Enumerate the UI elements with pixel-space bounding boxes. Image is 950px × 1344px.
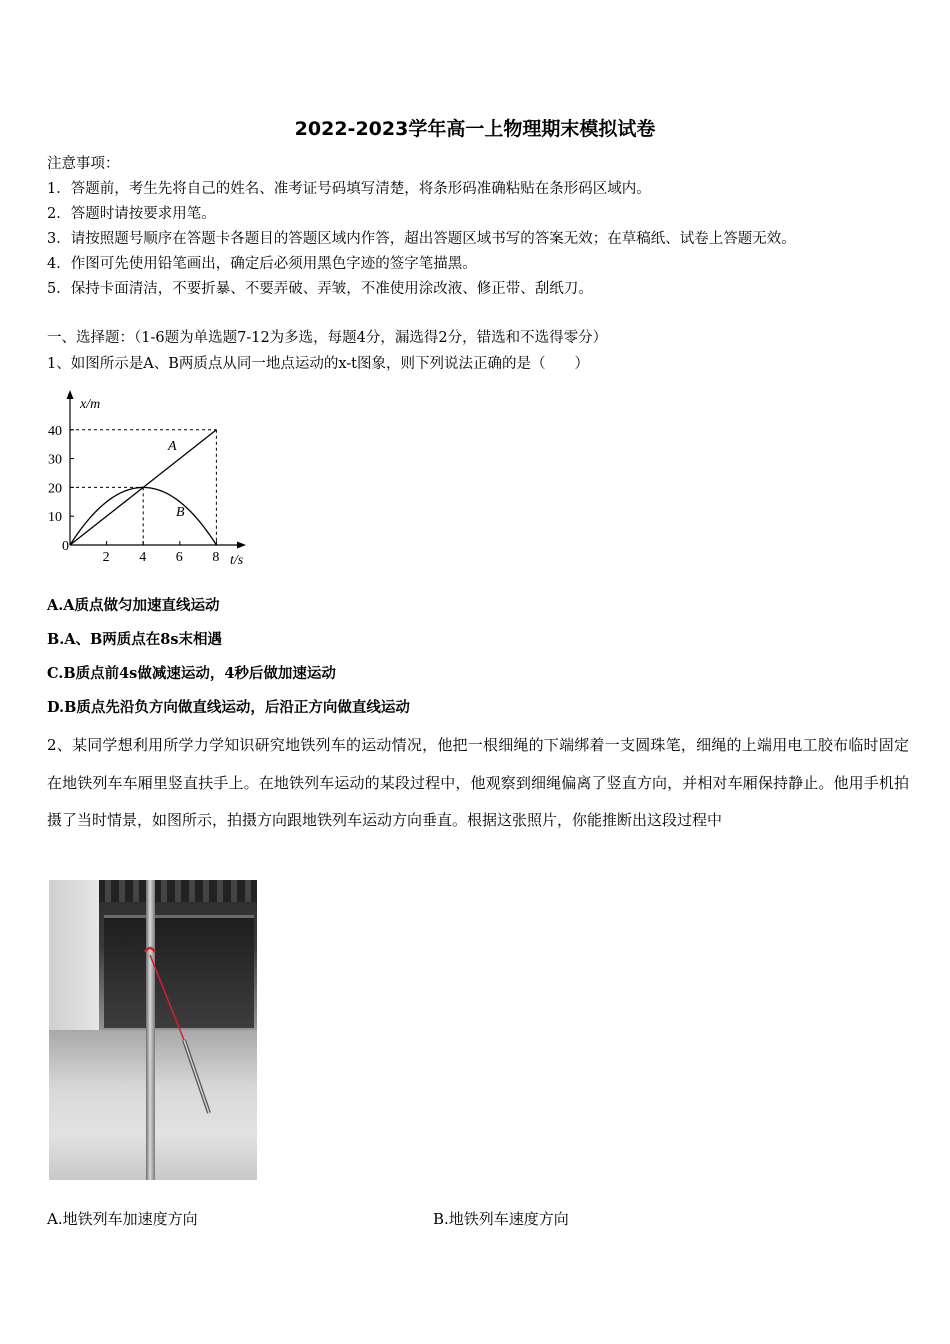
section-heading: 一、选择题：（1-6题为单选题7-12为多选，每题4分，漏选得2分，错选和不选得零分） bbox=[47, 330, 608, 346]
y-tick-label: 30 bbox=[48, 452, 62, 468]
series-label-b: B bbox=[176, 505, 185, 520]
notice-item: 3．请按照题号顺序在答题卡各题目的答题区域内作答，超出答题区域书写的答案无效；在草稿纸、试卷上答题无效。 bbox=[47, 231, 796, 247]
x-axis-label: t/s bbox=[230, 553, 244, 568]
notice-item: 2．答题时请按要求用笔。 bbox=[47, 206, 216, 222]
series-label-a: A bbox=[168, 439, 177, 454]
page-title: 2022-2023学年高一上物理期末模拟试卷 bbox=[294, 118, 656, 140]
xt-graph bbox=[40, 388, 255, 568]
option-a: A.A质点做匀加速直线运动 bbox=[47, 597, 220, 614]
photo-string-and-pen bbox=[49, 880, 257, 1180]
notice-item: 5．保持卡面清洁，不要折暴、不要弄破、弄皱，不准使用涂改液、修正带、刮纸刀。 bbox=[47, 281, 593, 297]
x-tick-label: 6 bbox=[175, 550, 183, 565]
y-tick-label: 40 bbox=[48, 423, 62, 439]
question-1-stem: 1、如图所示是A、B两质点从同一地点运动的x-t图象，则下列说法正确的是（ ） bbox=[47, 356, 589, 372]
question-2-option-a: A.地铁列车加速度方向 bbox=[47, 1210, 198, 1228]
option-d: D.B质点先沿负方向做直线运动，后沿正方向做直线运动 bbox=[47, 699, 410, 716]
x-axis-arrow bbox=[237, 542, 246, 549]
question-2-stem: 2、某同学想利用所学力学知识研究地铁列车的运动情况，他把一根细绳的下端绑着一支圆珠笔，细绳的上端用电工胶布临时固定在地铁列车车厢里竖直扶手上。在地铁列车运动的某段过程中，他观察到细绳偏离了竖直方向，并相对车厢保持静止。他用手机拍摄了当时情景，如图所示，拍摄方向跟地铁列车运动方向垂直。根据这张照片，你能推断出这段过程中 bbox=[47, 736, 909, 829]
notice-item: 1．答题前，考生先将自己的姓名、准考证号码填写清楚，将条形码准确粘贴在条形码区域内。 bbox=[47, 181, 651, 197]
origin-label: 0 bbox=[62, 539, 69, 554]
y-tick-label: 10 bbox=[48, 510, 62, 526]
x-tick-label: 2 bbox=[102, 550, 110, 565]
x-tick-label: 4 bbox=[139, 550, 147, 565]
y-tick-label: 20 bbox=[48, 481, 62, 497]
notice-item: 4．作图可先使用铅笔画出，确定后必须用黑色字迹的签字笔描黑。 bbox=[47, 256, 477, 272]
option-b: B.A、B两质点在8s末相遇 bbox=[47, 631, 223, 648]
notice-heading: 注意事项： bbox=[47, 156, 120, 172]
x-tick-label: 8 bbox=[212, 550, 220, 565]
y-axis-arrow bbox=[67, 390, 74, 399]
option-c: C.B质点前4s做减速运动，4秒后做加速运动 bbox=[47, 665, 336, 682]
y-axis-label: x/m bbox=[80, 397, 101, 412]
question-2-option-b: B.地铁列车速度方向 bbox=[433, 1210, 569, 1228]
subway-photo bbox=[49, 880, 257, 1180]
